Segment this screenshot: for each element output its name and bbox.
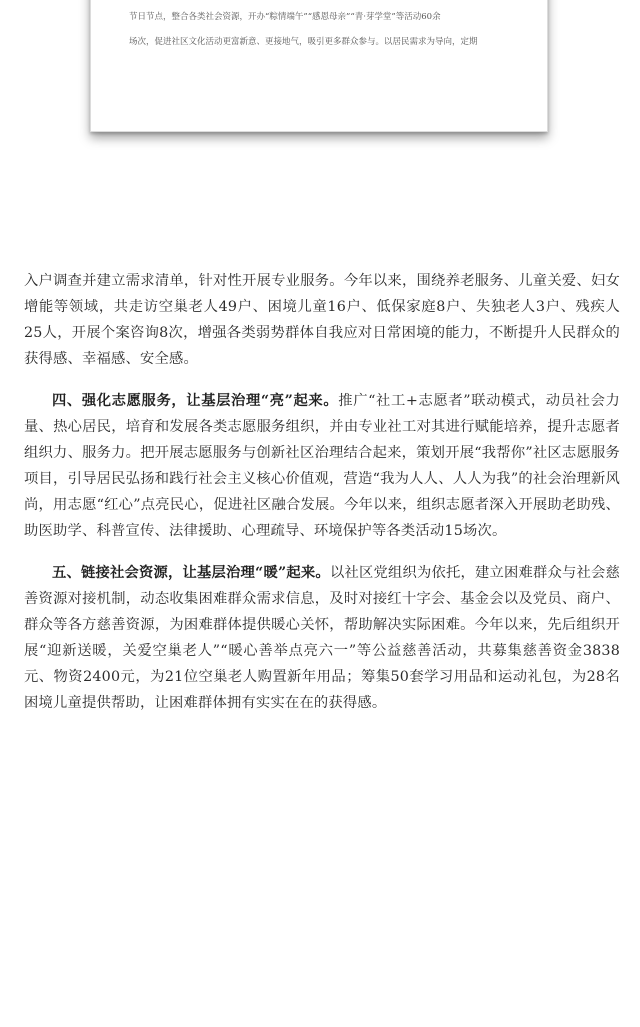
paragraph-social-resources: [24, 560, 620, 716]
card-text-line: 场次，促进社区文化活动更富新意、更接地气，吸引更多群众参与。以居民需求为导向，定期: [129, 37, 478, 47]
section-heading: 四、强化志愿服务，让基层治理“亮”起来。: [52, 393, 339, 409]
embedded-document-image: [0, 0, 640, 160]
paragraph-text: 以社区党组织为依托，建立困难群众与社会慈善资源对接机制，动态收集困难群众需求信息，及时对接红十字会、基金会以及党员、商户、群众等各方慈善资源，为困难群体提供暖心关怀，帮助解决实际困难。今年以来，先后组织开展“迎新送暖，关爱空巢老人”“暖心善举点亮六一”等公益慈善活动，共募集慈善资金3838元、物资2400元，为21位空巢老人购置新年用品；筹集50套学习用品和运动礼包，为28名困境儿童提供帮助，让困难群体拥有实实在在的获得感。: [24, 565, 621, 711]
paragraph-continuation: [24, 268, 620, 372]
paragraph-text: 入户调查并建立需求清单，针对性开展专业服务。今年以来，围绕养老服务、儿童关爱、妇女增能等领域，共走访空巢老人49户、困境儿童16户、低保家庭8户、失独老人3户、残疾人25人，开展个案咨询8次，增强各类弱势群体自我应对日常困境的能力，不断提升人民群众的获得感、幸福感、安全感。: [24, 273, 620, 367]
document-card: [90, 0, 548, 132]
section-heading: 五、链接社会资源，让基层治理“暖”起来。: [52, 565, 330, 581]
paragraph-text: 推广“社工+志愿者”联动模式，动员社会力量、热心居民，培育和发展各类志愿服务组织，并由专业社工对其进行赋能培养，提升志愿者组织力、服务力。把开展志愿服务与创新社区治理结合起来，策划开展“我帮你”社区志愿服务项目，引导居民弘扬和践行社会主义核心价值观，营造“我为人人、人人为我”的社会治理新风尚，用志愿“红心”点亮民心，促进社区融合发展。今年以来，组织志愿者深入开展助老助残、助医助学、科普宣传、法律援助、心理疏导、环境保护等各类活动15场次。: [24, 393, 620, 539]
card-text-line: 节日节点，整合各类社会资源，开办“粽情端午”“感恩母亲”“青·芽学堂”等活动60余: [129, 12, 441, 22]
paragraph-volunteer-service: [24, 388, 620, 544]
article-body: [24, 268, 620, 732]
